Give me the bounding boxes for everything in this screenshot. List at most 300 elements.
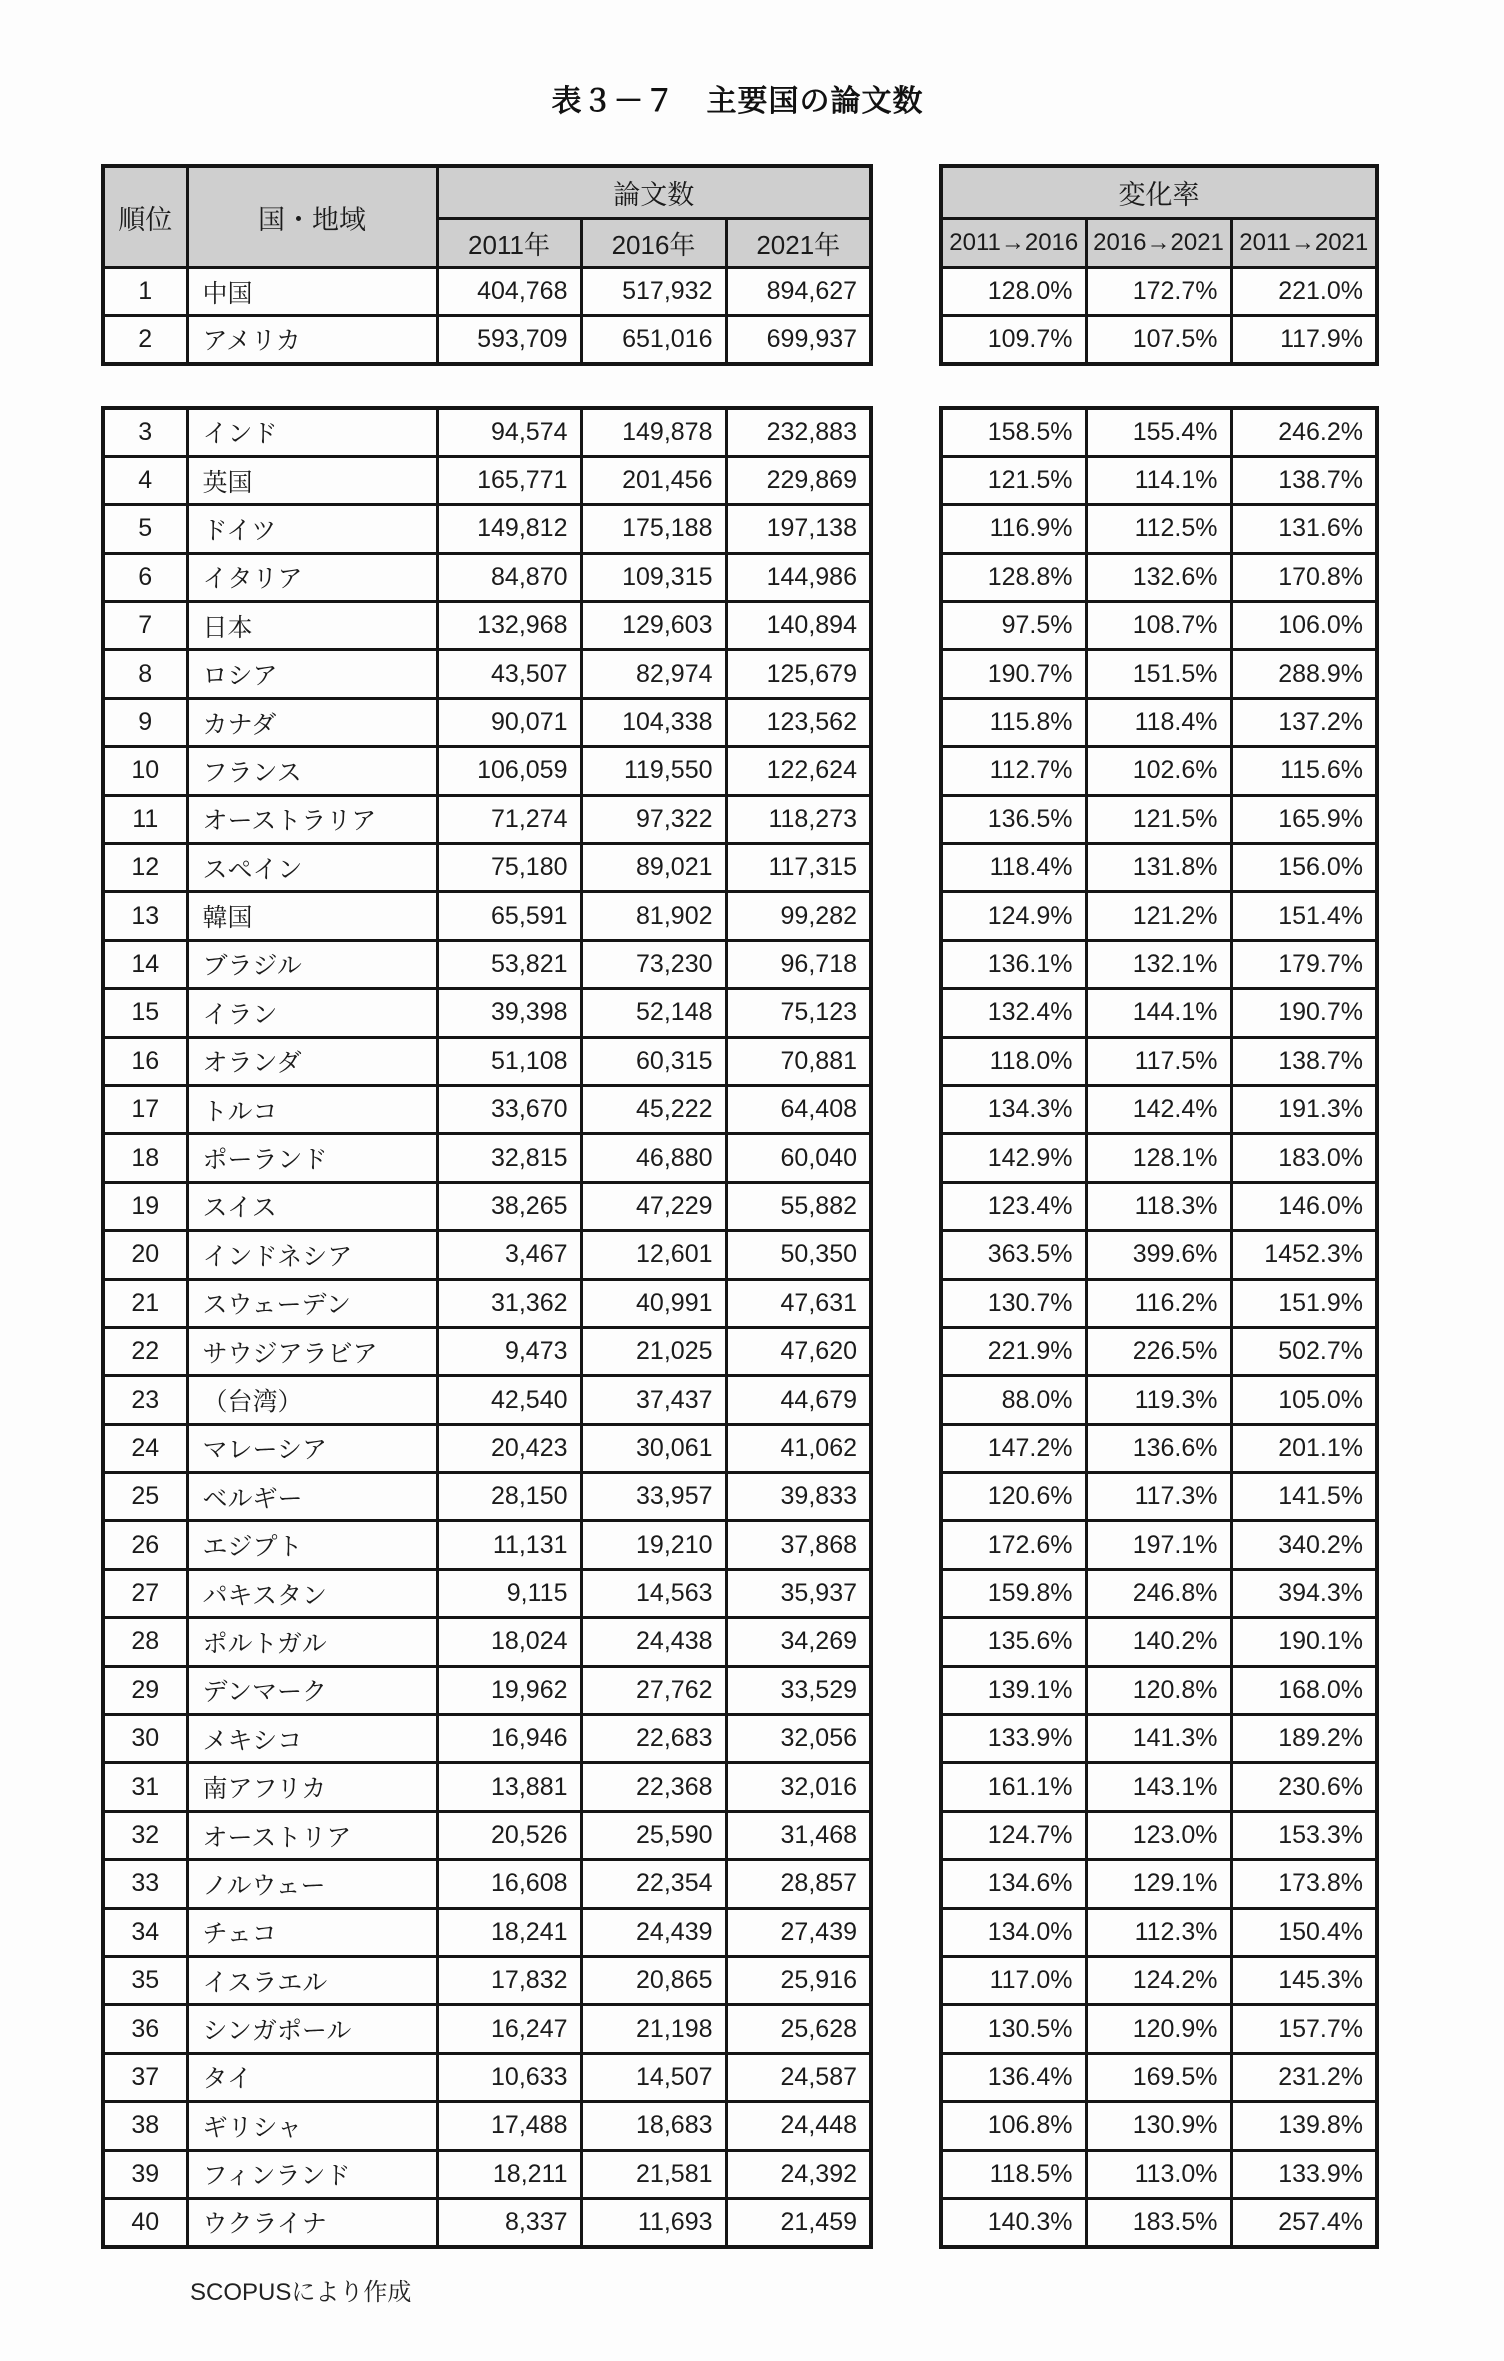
cell-change-2016-2021: 399.6% (1086, 1231, 1231, 1279)
cell-change-2011-2021: 151.9% (1231, 1279, 1377, 1327)
cell-change-2011-2021: 170.8% (1231, 553, 1377, 601)
cell-change-2011-2021: 115.6% (1231, 747, 1377, 795)
papers-table-row (103, 698, 871, 746)
cell-country: 中国 (187, 268, 437, 316)
change-table-row (941, 456, 1377, 504)
cell-country: カナダ (187, 698, 437, 746)
cell-papers-2011: 16,247 (437, 2005, 581, 2053)
papers-table-row (103, 795, 871, 843)
cell-change-2011-2021: 173.8% (1231, 1860, 1377, 1908)
cell-change-2016-2021: 197.1% (1086, 1521, 1231, 1569)
cell-rank: 18 (103, 1134, 187, 1182)
change-table-row (941, 602, 1377, 650)
cell-papers-2011: 90,071 (437, 698, 581, 746)
cell-change-2011-2016: 142.9% (941, 1134, 1086, 1182)
cell-change-2011-2021: 146.0% (1231, 1182, 1377, 1230)
cell-papers-2021: 41,062 (726, 1424, 871, 1472)
change-table-row (941, 2150, 1377, 2198)
cell-papers-2011: 593,709 (437, 316, 581, 364)
cell-country: パキスタン (187, 1569, 437, 1617)
cell-papers-2021: 699,937 (726, 316, 871, 364)
change-table-row (941, 1666, 1377, 1714)
cell-papers-2021: 25,916 (726, 1957, 871, 2005)
cell-papers-2016: 46,880 (581, 1134, 726, 1182)
cell-country: メキシコ (187, 1715, 437, 1763)
cell-papers-2021: 24,392 (726, 2150, 871, 2198)
cell-country: 英国 (187, 456, 437, 504)
cell-change-2011-2021: 221.0% (1231, 268, 1377, 316)
change-table-row (941, 1134, 1377, 1182)
change-table-row (941, 795, 1377, 843)
rank-column-header: 順位 (103, 166, 187, 268)
cell-papers-2011: 106,059 (437, 747, 581, 795)
cell-rank: 22 (103, 1327, 187, 1375)
cell-papers-2021: 55,882 (726, 1182, 871, 1230)
cell-papers-2011: 71,274 (437, 795, 581, 843)
cell-papers-2011: 132,968 (437, 602, 581, 650)
cell-change-2011-2021: 340.2% (1231, 1521, 1377, 1569)
cell-papers-2016: 89,021 (581, 844, 726, 892)
cell-rank: 17 (103, 1085, 187, 1133)
cell-rank: 39 (103, 2150, 187, 2198)
papers-table-row (103, 1134, 871, 1182)
cell-papers-2011: 33,670 (437, 1085, 581, 1133)
cell-change-2011-2016: 172.6% (941, 1521, 1086, 1569)
cell-change-2011-2016: 190.7% (941, 650, 1086, 698)
cell-papers-2011: 20,526 (437, 1811, 581, 1859)
papers-table-row (103, 747, 871, 795)
cell-country: スウェーデン (187, 1279, 437, 1327)
cell-papers-2016: 25,590 (581, 1811, 726, 1859)
papers-table-row (103, 1763, 871, 1811)
cell-change-2011-2021: 288.9% (1231, 650, 1377, 698)
cell-rank: 37 (103, 2053, 187, 2101)
change-table-row (941, 1618, 1377, 1666)
cell-country: ウクライナ (187, 2198, 437, 2246)
cell-change-2011-2021: 502.7% (1231, 1327, 1377, 1375)
cell-change-2011-2016: 124.7% (941, 1811, 1086, 1859)
cell-change-2016-2021: 117.3% (1086, 1473, 1231, 1521)
cell-papers-2021: 118,273 (726, 795, 871, 843)
cell-papers-2011: 42,540 (437, 1376, 581, 1424)
cell-rank: 3 (103, 408, 187, 456)
cell-change-2011-2016: 136.1% (941, 940, 1086, 988)
cell-change-2011-2021: 246.2% (1231, 408, 1377, 456)
cell-change-2016-2021: 132.6% (1086, 553, 1231, 601)
cell-country: フィンランド (187, 2150, 437, 2198)
cell-change-2016-2021: 118.3% (1086, 1182, 1231, 1230)
cell-change-2016-2021: 114.1% (1086, 456, 1231, 504)
cell-papers-2016: 81,902 (581, 892, 726, 940)
cell-change-2011-2021: 156.0% (1231, 844, 1377, 892)
cell-change-2011-2021: 117.9% (1231, 316, 1377, 364)
cell-change-2011-2016: 115.8% (941, 698, 1086, 746)
cell-change-2011-2016: 97.5% (941, 602, 1086, 650)
cell-papers-2016: 24,439 (581, 1908, 726, 1956)
range-2011-2021-header: 2011→2021 (1231, 219, 1377, 268)
cell-papers-2011: 18,211 (437, 2150, 581, 2198)
cell-change-2016-2021: 183.5% (1086, 2198, 1231, 2246)
papers-table-row (103, 1231, 871, 1279)
cell-change-2011-2021: 141.5% (1231, 1473, 1377, 1521)
cell-papers-2011: 11,131 (437, 1521, 581, 1569)
cell-papers-2021: 60,040 (726, 1134, 871, 1182)
cell-papers-2016: 109,315 (581, 553, 726, 601)
cell-papers-2016: 47,229 (581, 1182, 726, 1230)
cell-rank: 5 (103, 505, 187, 553)
change-table-row (941, 2053, 1377, 2101)
cell-papers-2016: 11,693 (581, 2198, 726, 2246)
cell-change-2011-2016: 130.5% (941, 2005, 1086, 2053)
change-table-row (941, 2005, 1377, 2053)
cell-change-2011-2016: 135.6% (941, 1618, 1086, 1666)
cell-country: イラン (187, 989, 437, 1037)
cell-change-2011-2021: 106.0% (1231, 602, 1377, 650)
cell-papers-2011: 38,265 (437, 1182, 581, 1230)
cell-change-2016-2021: 118.4% (1086, 698, 1231, 746)
cell-change-2016-2021: 129.1% (1086, 1860, 1231, 1908)
cell-papers-2021: 32,056 (726, 1715, 871, 1763)
change-table-main (939, 406, 1379, 2249)
change-table-row (941, 553, 1377, 601)
change-table-row (941, 2102, 1377, 2150)
cell-change-2011-2021: 1452.3% (1231, 1231, 1377, 1279)
papers-table-row (103, 1811, 871, 1859)
cell-papers-2016: 30,061 (581, 1424, 726, 1472)
change-table-row (941, 844, 1377, 892)
cell-papers-2016: 651,016 (581, 316, 726, 364)
cell-change-2016-2021: 116.2% (1086, 1279, 1231, 1327)
cell-rank: 25 (103, 1473, 187, 1521)
cell-rank: 21 (103, 1279, 187, 1327)
cell-rank: 24 (103, 1424, 187, 1472)
cell-rank: 36 (103, 2005, 187, 2053)
cell-change-2011-2021: 231.2% (1231, 2053, 1377, 2101)
cell-country: ノルウェー (187, 1860, 437, 1908)
cell-papers-2016: 104,338 (581, 698, 726, 746)
papers-table-top (101, 164, 873, 366)
cell-papers-2011: 165,771 (437, 456, 581, 504)
change-table-row (941, 1715, 1377, 1763)
change-group-header: 変化率 (941, 166, 1377, 219)
papers-table-row (103, 2053, 871, 2101)
cell-papers-2011: 84,870 (437, 553, 581, 601)
papers-header-row-1 (103, 166, 871, 219)
cell-papers-2021: 35,937 (726, 1569, 871, 1617)
cell-change-2011-2021: 168.0% (1231, 1666, 1377, 1714)
cell-country: 日本 (187, 602, 437, 650)
cell-change-2011-2016: 121.5% (941, 456, 1086, 504)
change-table-row (941, 1085, 1377, 1133)
cell-change-2016-2021: 124.2% (1086, 1957, 1231, 2005)
cell-country: スペイン (187, 844, 437, 892)
cell-papers-2016: 20,865 (581, 1957, 726, 2005)
cell-papers-2016: 40,991 (581, 1279, 726, 1327)
cell-papers-2011: 94,574 (437, 408, 581, 456)
cell-change-2011-2021: 230.6% (1231, 1763, 1377, 1811)
cell-papers-2021: 123,562 (726, 698, 871, 746)
change-table-row (941, 650, 1377, 698)
papers-table-row (103, 505, 871, 553)
cell-rank: 33 (103, 1860, 187, 1908)
cell-papers-2016: 517,932 (581, 268, 726, 316)
cell-change-2016-2021: 226.5% (1086, 1327, 1231, 1375)
cell-change-2011-2021: 190.7% (1231, 989, 1377, 1037)
change-table-row (941, 316, 1377, 364)
cell-papers-2021: 70,881 (726, 1037, 871, 1085)
cell-change-2011-2016: 136.5% (941, 795, 1086, 843)
cell-rank: 38 (103, 2102, 187, 2150)
cell-country: サウジアラビア (187, 1327, 437, 1375)
cell-country: オーストリア (187, 1811, 437, 1859)
cell-change-2016-2021: 130.9% (1086, 2102, 1231, 2150)
cell-papers-2016: 73,230 (581, 940, 726, 988)
cell-papers-2016: 24,438 (581, 1618, 726, 1666)
papers-table-row (103, 1424, 871, 1472)
cell-rank: 40 (103, 2198, 187, 2246)
cell-papers-2016: 37,437 (581, 1376, 726, 1424)
cell-papers-2021: 44,679 (726, 1376, 871, 1424)
cell-rank: 9 (103, 698, 187, 746)
year-2021-header: 2021年 (726, 219, 871, 268)
cell-country: ブラジル (187, 940, 437, 988)
cell-change-2016-2021: 121.5% (1086, 795, 1231, 843)
papers-table-row (103, 1569, 871, 1617)
cell-papers-2011: 9,473 (437, 1327, 581, 1375)
cell-papers-2011: 18,024 (437, 1618, 581, 1666)
cell-country: 南アフリカ (187, 1763, 437, 1811)
cell-change-2011-2021: 153.3% (1231, 1811, 1377, 1859)
cell-country: イスラエル (187, 1957, 437, 2005)
papers-table-row (103, 1860, 871, 1908)
cell-papers-2011: 9,115 (437, 1569, 581, 1617)
cell-country: オランダ (187, 1037, 437, 1085)
cell-papers-2021: 32,016 (726, 1763, 871, 1811)
cell-change-2016-2021: 112.5% (1086, 505, 1231, 553)
papers-table-row (103, 1085, 871, 1133)
change-table-row (941, 1182, 1377, 1230)
cell-change-2011-2016: 134.0% (941, 1908, 1086, 1956)
cell-papers-2016: 119,550 (581, 747, 726, 795)
cell-country: アメリカ (187, 316, 437, 364)
country-column-header: 国・地域 (187, 166, 437, 268)
cell-change-2011-2021: 189.2% (1231, 1715, 1377, 1763)
cell-country: トルコ (187, 1085, 437, 1133)
papers-table-main (101, 406, 873, 2249)
cell-papers-2011: 19,962 (437, 1666, 581, 1714)
cell-rank: 23 (103, 1376, 187, 1424)
cell-papers-2021: 28,857 (726, 1860, 871, 1908)
cell-change-2016-2021: 117.5% (1086, 1037, 1231, 1085)
papers-table-row (103, 1521, 871, 1569)
cell-papers-2016: 22,354 (581, 1860, 726, 1908)
cell-country: ロシア (187, 650, 437, 698)
cell-rank: 10 (103, 747, 187, 795)
change-table-row (941, 1037, 1377, 1085)
cell-change-2011-2021: 257.4% (1231, 2198, 1377, 2246)
papers-table-row (103, 2102, 871, 2150)
papers-table-row (103, 1715, 871, 1763)
change-table-row (941, 268, 1377, 316)
cell-country: チェコ (187, 1908, 437, 1956)
range-2016-2021-header: 2016→2021 (1086, 219, 1231, 268)
cell-papers-2016: 21,025 (581, 1327, 726, 1375)
cell-rank: 1 (103, 268, 187, 316)
cell-change-2016-2021: 102.6% (1086, 747, 1231, 795)
papers-table-row (103, 1376, 871, 1424)
cell-papers-2011: 149,812 (437, 505, 581, 553)
cell-change-2016-2021: 128.1% (1086, 1134, 1231, 1182)
cell-change-2011-2021: 133.9% (1231, 2150, 1377, 2198)
cell-papers-2016: 149,878 (581, 408, 726, 456)
papers-table-row (103, 456, 871, 504)
cell-papers-2021: 197,138 (726, 505, 871, 553)
cell-papers-2016: 129,603 (581, 602, 726, 650)
cell-papers-2011: 28,150 (437, 1473, 581, 1521)
cell-change-2016-2021: 140.2% (1086, 1618, 1231, 1666)
cell-papers-2016: 22,683 (581, 1715, 726, 1763)
cell-papers-2021: 894,627 (726, 268, 871, 316)
change-table-row (941, 1763, 1377, 1811)
cell-change-2011-2021: 151.4% (1231, 892, 1377, 940)
cell-papers-2021: 125,679 (726, 650, 871, 698)
change-table-top-block (939, 164, 1379, 366)
cell-country: フランス (187, 747, 437, 795)
cell-papers-2011: 404,768 (437, 268, 581, 316)
cell-papers-2021: 117,315 (726, 844, 871, 892)
cell-country: インド (187, 408, 437, 456)
cell-papers-2016: 27,762 (581, 1666, 726, 1714)
cell-papers-2021: 50,350 (726, 1231, 871, 1279)
cell-papers-2016: 21,581 (581, 2150, 726, 2198)
cell-country: タイ (187, 2053, 437, 2101)
cell-papers-2016: 14,507 (581, 2053, 726, 2101)
cell-rank: 31 (103, 1763, 187, 1811)
cell-rank: 6 (103, 553, 187, 601)
papers-table-row (103, 1957, 871, 2005)
cell-rank: 8 (103, 650, 187, 698)
cell-country: シンガポール (187, 2005, 437, 2053)
cell-change-2011-2021: 201.1% (1231, 1424, 1377, 1472)
year-2011-header: 2011年 (437, 219, 581, 268)
cell-rank: 4 (103, 456, 187, 504)
cell-papers-2021: 37,868 (726, 1521, 871, 1569)
cell-rank: 2 (103, 316, 187, 364)
cell-change-2011-2016: 132.4% (941, 989, 1086, 1037)
cell-papers-2011: 3,467 (437, 1231, 581, 1279)
cell-change-2016-2021: 151.5% (1086, 650, 1231, 698)
cell-papers-2016: 33,957 (581, 1473, 726, 1521)
cell-country: マレーシア (187, 1424, 437, 1472)
papers-table-row (103, 1037, 871, 1085)
cell-country: ギリシャ (187, 2102, 437, 2150)
cell-papers-2016: 60,315 (581, 1037, 726, 1085)
change-table-row (941, 698, 1377, 746)
change-table-row (941, 1811, 1377, 1859)
change-table-row (941, 1424, 1377, 1472)
cell-change-2011-2016: 363.5% (941, 1231, 1086, 1279)
cell-change-2011-2016: 112.7% (941, 747, 1086, 795)
cell-country: ベルギー (187, 1473, 437, 1521)
change-table-row (941, 1473, 1377, 1521)
cell-rank: 35 (103, 1957, 187, 2005)
cell-change-2016-2021: 119.3% (1086, 1376, 1231, 1424)
cell-papers-2011: 17,832 (437, 1957, 581, 2005)
papers-table-top-block (101, 164, 873, 366)
cell-papers-2011: 53,821 (437, 940, 581, 988)
cell-country: エジプト (187, 1521, 437, 1569)
change-table-row (941, 1231, 1377, 1279)
cell-papers-2021: 122,624 (726, 747, 871, 795)
cell-rank: 12 (103, 844, 187, 892)
cell-country: （台湾） (187, 1376, 437, 1424)
cell-change-2016-2021: 121.2% (1086, 892, 1231, 940)
cell-papers-2011: 65,591 (437, 892, 581, 940)
cell-change-2016-2021: 144.1% (1086, 989, 1231, 1037)
cell-change-2016-2021: 143.1% (1086, 1763, 1231, 1811)
papers-table-row (103, 2198, 871, 2246)
papers-table-row (103, 1908, 871, 1956)
cell-papers-2011: 43,507 (437, 650, 581, 698)
cell-country: ポルトガル (187, 1618, 437, 1666)
cell-rank: 29 (103, 1666, 187, 1714)
cell-rank: 20 (103, 1231, 187, 1279)
cell-papers-2016: 175,188 (581, 505, 726, 553)
change-header-row-2 (941, 219, 1377, 268)
papers-table-row (103, 1182, 871, 1230)
cell-country: オーストラリア (187, 795, 437, 843)
cell-rank: 7 (103, 602, 187, 650)
cell-rank: 15 (103, 989, 187, 1037)
cell-rank: 16 (103, 1037, 187, 1085)
cell-papers-2021: 34,269 (726, 1618, 871, 1666)
cell-change-2016-2021: 155.4% (1086, 408, 1231, 456)
cell-change-2011-2016: 159.8% (941, 1569, 1086, 1617)
cell-change-2011-2016: 221.9% (941, 1327, 1086, 1375)
papers-table-row (103, 989, 871, 1037)
cell-papers-2011: 16,946 (437, 1715, 581, 1763)
cell-change-2011-2016: 120.6% (941, 1473, 1086, 1521)
cell-country: デンマーク (187, 1666, 437, 1714)
change-table-row (941, 505, 1377, 553)
cell-change-2011-2021: 138.7% (1231, 456, 1377, 504)
papers-table-row (103, 650, 871, 698)
cell-papers-2011: 18,241 (437, 1908, 581, 1956)
cell-change-2016-2021: 246.8% (1086, 1569, 1231, 1617)
cell-change-2011-2016: 134.6% (941, 1860, 1086, 1908)
papers-table-row (103, 1327, 871, 1375)
change-header-row-1 (941, 166, 1377, 219)
papers-table-row (103, 892, 871, 940)
cell-papers-2011: 17,488 (437, 2102, 581, 2150)
papers-table-row (103, 408, 871, 456)
cell-papers-2016: 201,456 (581, 456, 726, 504)
cell-papers-2011: 32,815 (437, 1134, 581, 1182)
cell-rank: 34 (103, 1908, 187, 1956)
change-table-row (941, 1957, 1377, 2005)
cell-papers-2011: 39,398 (437, 989, 581, 1037)
papers-table-row (103, 940, 871, 988)
change-table-row (941, 747, 1377, 795)
cell-change-2011-2016: 123.4% (941, 1182, 1086, 1230)
cell-papers-2016: 22,368 (581, 1763, 726, 1811)
cell-papers-2021: 96,718 (726, 940, 871, 988)
papers-table-row (103, 1279, 871, 1327)
cell-change-2011-2016: 140.3% (941, 2198, 1086, 2246)
cell-change-2011-2021: 145.3% (1231, 1957, 1377, 2005)
cell-papers-2021: 144,986 (726, 553, 871, 601)
cell-papers-2011: 8,337 (437, 2198, 581, 2246)
